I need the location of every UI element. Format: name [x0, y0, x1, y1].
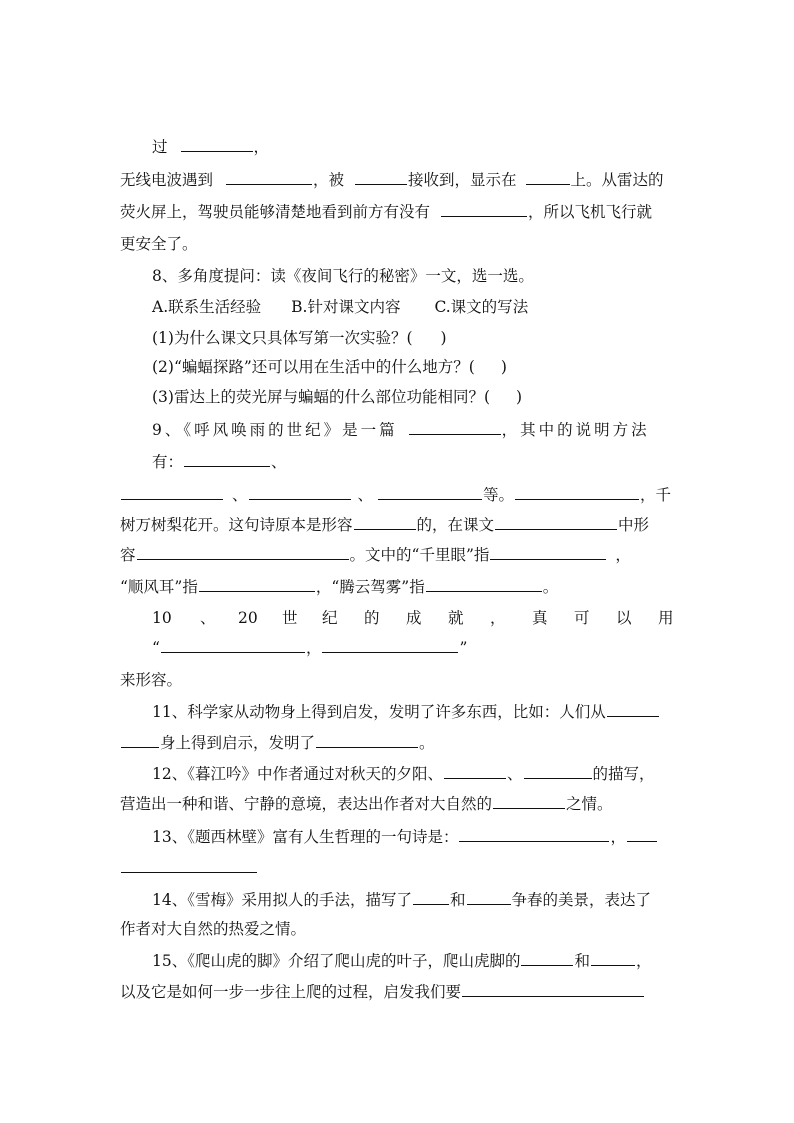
answer-blank[interactable] [441, 198, 527, 217]
question-text: (3)雷达上的荧光屏与蝙蝠的什么部位功能相同？( [152, 388, 491, 406]
text: 荧火屏上，驾驶员能够清楚地看到前方有没有 [120, 203, 431, 221]
question-10-line-3: 来形容。 [120, 671, 183, 689]
question-text: 12、《暮江吟》中作者通过对秋天的夕阳、 [152, 765, 443, 783]
question-15-line-2: 以及它是如何一步一步往上爬的过程，启发我们要 [120, 977, 645, 1007]
question-8-options [152, 292, 528, 322]
text: 接收到，显示在 [408, 171, 517, 189]
answer-blank[interactable] [161, 634, 305, 653]
question-10: 10 、 20 世 纪 的 成 就 ， 真 可 以 用 [152, 609, 674, 627]
question-9-line-5: 容 。文中的“千里眼”指 ， [120, 540, 631, 570]
question-12: 12、《暮江吟》中作者通过对秋天的夕阳、 、 的描写， [152, 759, 655, 789]
option-c: C.课文的写法 [434, 298, 529, 316]
option-a: A.联系生活经验 [152, 298, 262, 316]
answer-blank[interactable] [607, 698, 659, 717]
question-8-1: (1)为什么课文只具体写第一次实验？( ) [152, 323, 447, 353]
answer-blank[interactable] [627, 823, 657, 842]
answer-blank[interactable] [459, 823, 609, 842]
answer-blank[interactable] [181, 133, 253, 152]
answer-blank[interactable] [184, 448, 270, 467]
text: 更安全了。 [120, 235, 198, 253]
question-9-line-2: 有： 、 [152, 447, 287, 477]
question-text: 9、《呼风唤雨的世纪》是一篇 [152, 421, 398, 439]
option-b: B.针对课文内容 [291, 298, 401, 316]
radar-line-2 [120, 197, 652, 227]
question-12-line-2: 营造出一种和谐、宁静的意境，表达出作者对大自然的 之情。 [120, 789, 613, 819]
question-8-3: (3)雷达上的荧光屏与蝙蝠的什么部位功能相同？( ) [152, 382, 522, 412]
answer-blank[interactable] [495, 511, 617, 530]
text: 过 [152, 138, 168, 156]
answer-blank[interactable] [137, 541, 349, 560]
answer-blank[interactable] [226, 166, 312, 185]
question-text: 11、科学家从动物身上得到启发，发明了许多东西，比如：人们从 [152, 703, 606, 721]
question-text: 8、多角度提问：读《夜间飞行的秘密》一文，选一选。 [152, 267, 534, 285]
answer-blank[interactable] [199, 573, 315, 592]
question-text: 15、《爬山虎的脚》介绍了爬山虎的叶子，爬山虎脚的 [152, 952, 521, 970]
question-10-line-2: “ ， ” [152, 633, 467, 663]
answer-blank[interactable] [249, 481, 351, 500]
text: 上。从雷达的 [570, 171, 664, 189]
answer-blank[interactable] [316, 729, 418, 748]
answer-blank[interactable] [521, 947, 573, 966]
answer-blank[interactable] [515, 481, 639, 500]
question-8 [152, 261, 534, 291]
text: ，其中的说明方法 [501, 421, 650, 439]
answer-blank[interactable] [426, 573, 542, 592]
question-14: 14、《雪梅》采用拟人的手法，描写了 和 争春的美景，表达了 [152, 885, 651, 915]
answer-blank[interactable] [354, 511, 416, 530]
answer-blank[interactable] [467, 886, 511, 905]
answer-blank[interactable] [121, 854, 257, 873]
text: ，被 [313, 171, 345, 189]
question-15: 15、《爬山虎的脚》介绍了爬山虎的叶子，爬山虎脚的 和 ， [152, 946, 652, 976]
question-9 [152, 415, 650, 445]
answer-blank[interactable] [524, 760, 592, 779]
radar-line-1 [120, 165, 664, 195]
question-9-line-4: 树万树梨花开。这句诗原本是形容 的，在课文 中形 [120, 510, 649, 540]
question-text: 14、《雪梅》采用拟人的手法，描写了 [152, 891, 412, 909]
question-14-line-2: 作者对大自然的热爱之情。 [120, 920, 307, 938]
question-9-line-6: “顺风耳”指 ，“腾云驾雾”指 。 [120, 572, 558, 602]
question-9-line-3: 、 、 等。 ，千 [120, 480, 671, 510]
answer-blank[interactable] [413, 886, 449, 905]
text: 无线电波遇到 [120, 171, 214, 189]
question-8-2: (2)“蝙蝠探路”还可以用在生活中的什么地方？( ) [152, 352, 507, 382]
answer-blank[interactable] [591, 947, 635, 966]
answer-blank[interactable] [121, 481, 223, 500]
continuation-line: 过 ， [152, 132, 269, 162]
answer-blank[interactable] [121, 729, 159, 748]
answer-blank[interactable] [378, 481, 482, 500]
question-text: (1)为什么课文只具体写第一次实验？( [152, 329, 413, 347]
answer-blank[interactable] [490, 541, 606, 560]
answer-blank[interactable] [526, 166, 570, 185]
question-text: 13、《题西林壁》富有人生哲理的一句诗是： [152, 828, 459, 846]
question-text: (2)“蝙蝠探路”还可以用在生活中的什么地方？( [152, 358, 475, 376]
question-11 [152, 697, 660, 727]
answer-blank[interactable] [409, 416, 501, 435]
question-11-line-2: 身上得到启示，发明了 。 [120, 728, 435, 758]
question-13: 13、《题西林壁》富有人生哲理的一句诗是： ， [152, 822, 658, 852]
answer-blank[interactable] [355, 166, 407, 185]
radar-line-3 [120, 229, 198, 259]
answer-blank[interactable] [462, 978, 644, 997]
question-13-line-2 [120, 853, 258, 883]
answer-blank[interactable] [322, 634, 458, 653]
answer-blank[interactable] [493, 790, 565, 809]
text: ，所以飞机飞行就 [528, 203, 653, 221]
answer-blank[interactable] [444, 760, 506, 779]
